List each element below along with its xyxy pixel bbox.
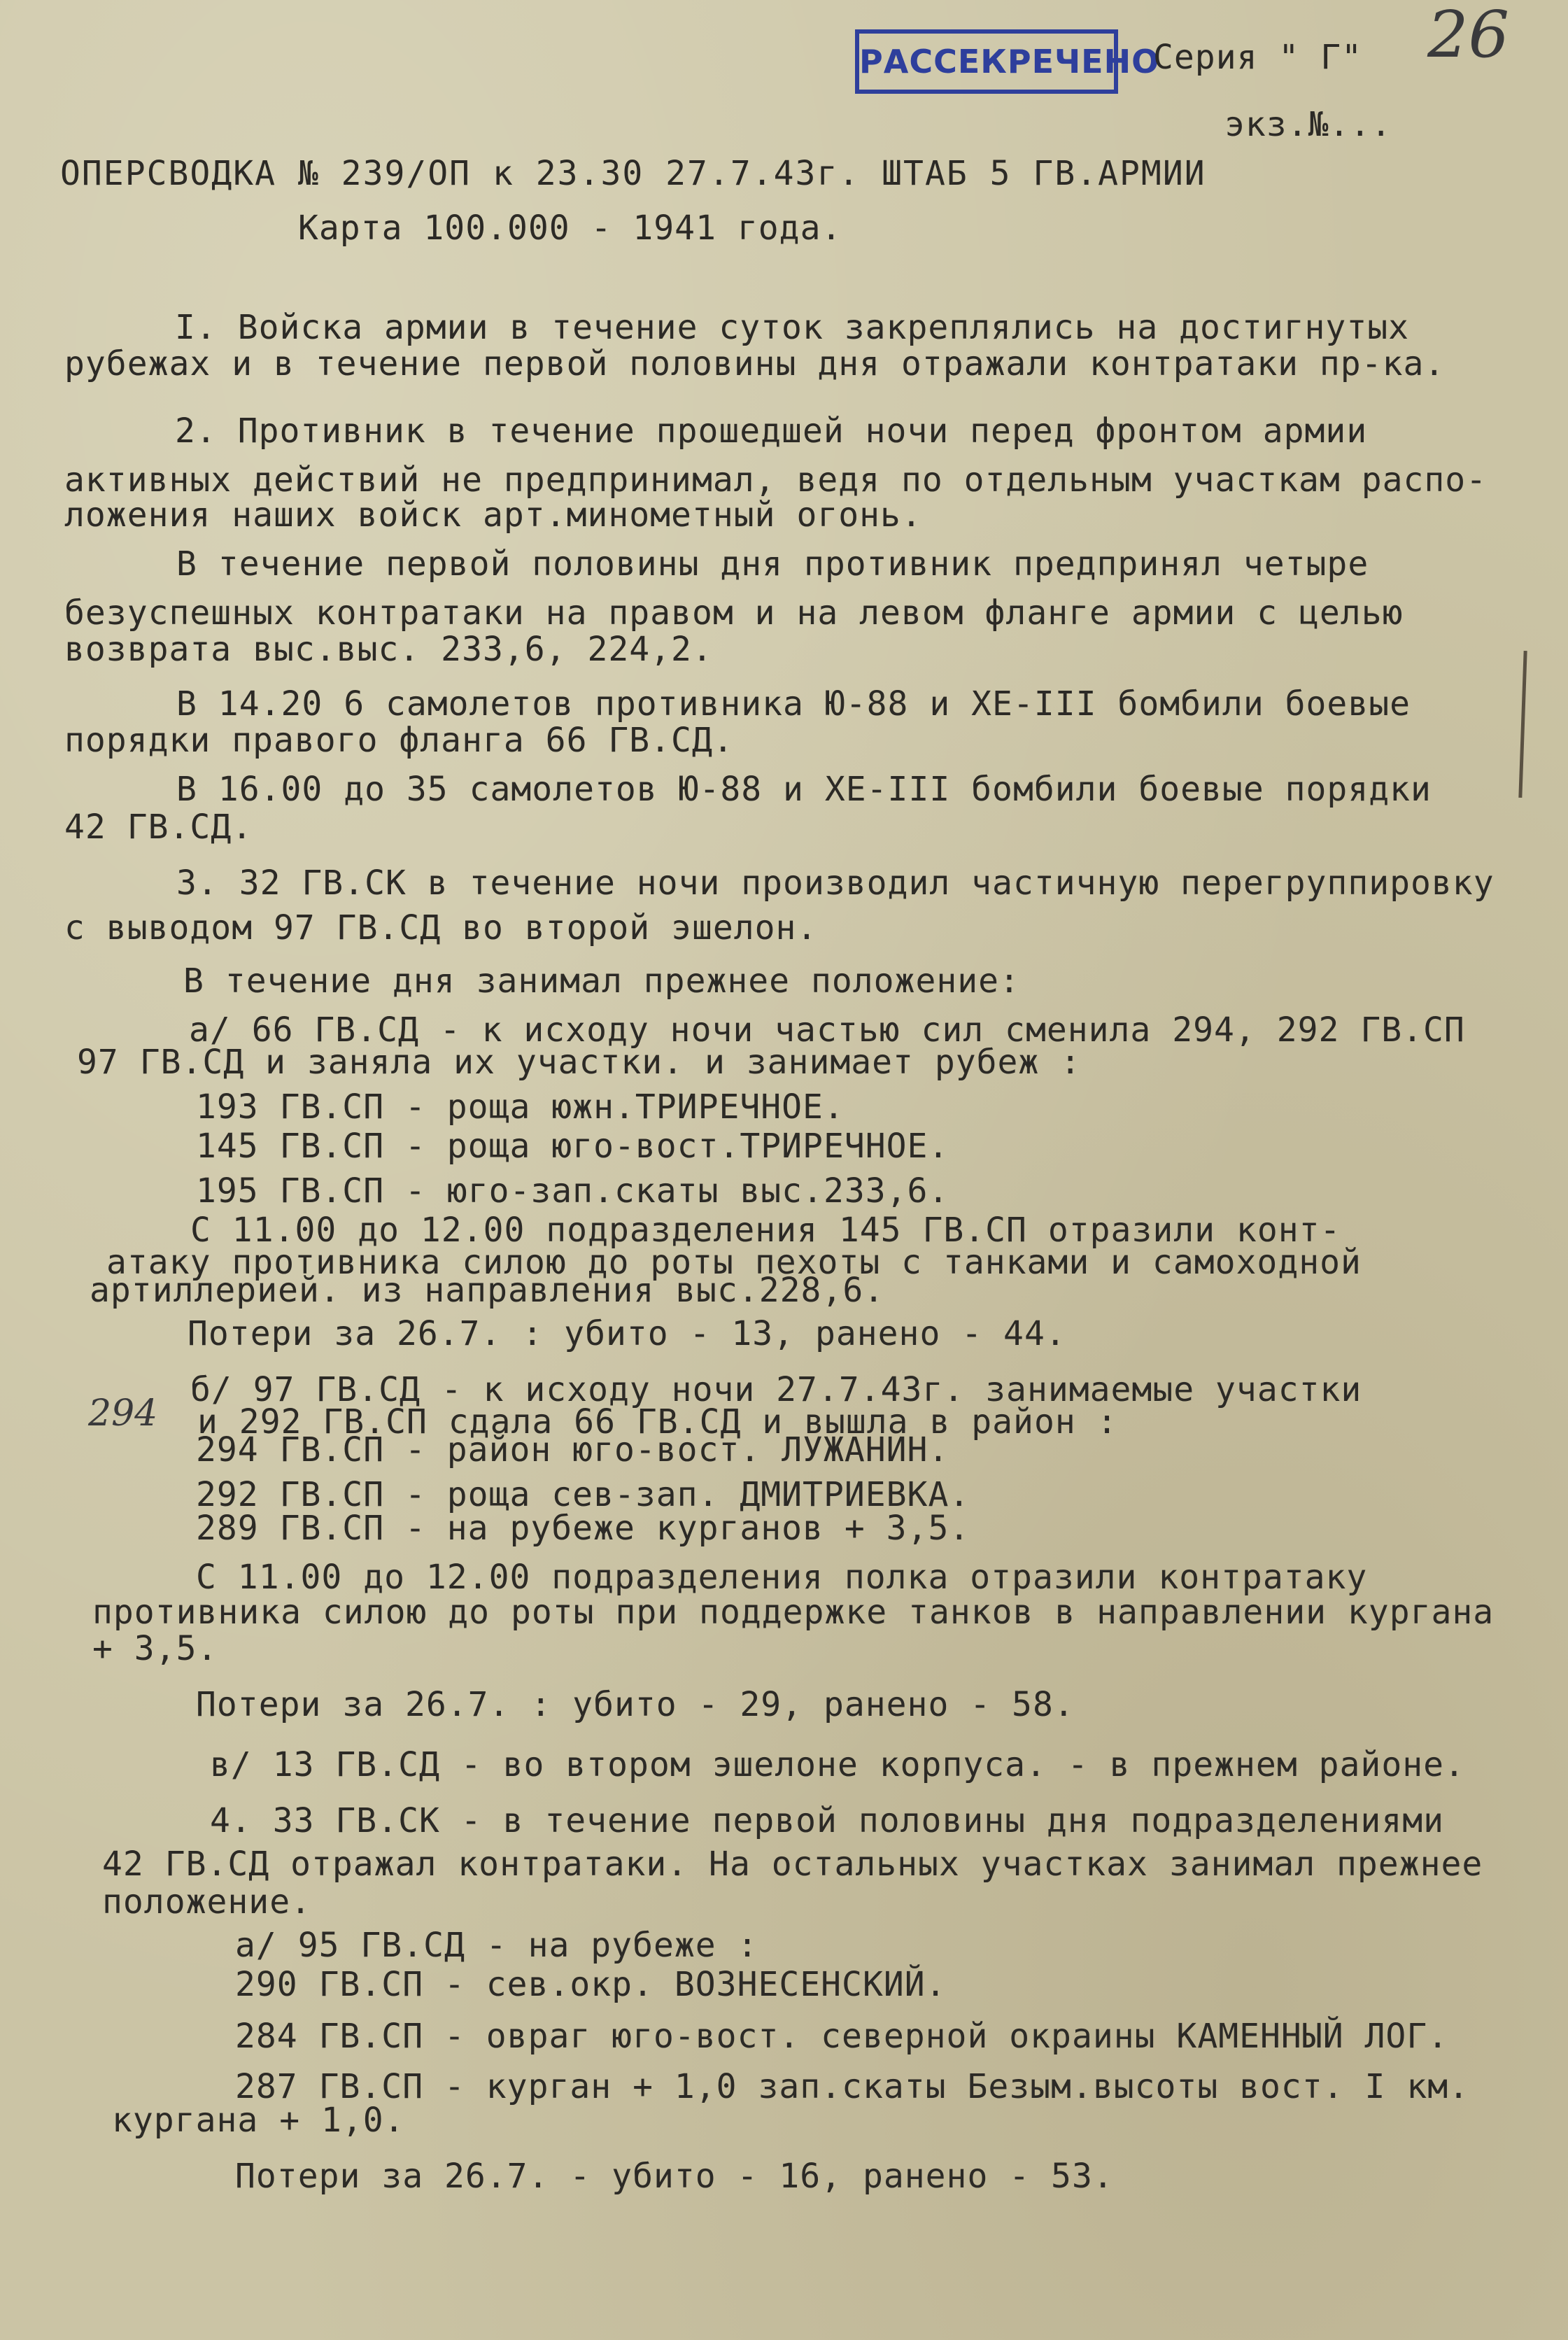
text-line: Потери за 26.7. : убито - 29, ранено - 58. xyxy=(196,1685,1075,1724)
text-line: 290 ГВ.СП - сев.окр. ВОЗНЕСЕНСКИЙ. xyxy=(235,1965,947,2004)
declassified-stamp: РАССЕКРЕЧЕНО xyxy=(855,29,1118,94)
map-reference: Карта 100.000 - 1941 года. xyxy=(298,209,842,248)
text-line: 284 ГВ.СП - овраг юго-вост. северной окраины КАМЕННЫЙ ЛОГ. xyxy=(235,2017,1449,2056)
text-line: 2. Противник в течение прошедшей ночи перед фронтом армии xyxy=(175,411,1368,451)
page-number: 26 xyxy=(1427,0,1510,72)
series-label: Серия " Г" xyxy=(1153,38,1362,77)
text-line: б/ 97 ГВ.СД - к исходу ночи 27.7.43г. занимаемые участки xyxy=(190,1370,1362,1409)
text-line: артиллерией. из направления выс.228,6. xyxy=(90,1271,885,1310)
text-line: I. Войска армии в течение суток закреплялись на достигнутых xyxy=(175,308,1410,347)
pencil-mark xyxy=(1518,651,1527,798)
text-line: а/ 95 ГВ.СД - на рубеже : xyxy=(235,1926,758,1965)
text-line: 97 ГВ.СД и заняла их участки. и занимает рубеж : xyxy=(77,1043,1082,1082)
text-line: 292 ГВ.СП - роща сев-зап. ДМИТРИЕВКА. xyxy=(196,1475,970,1514)
text-line: 145 ГВ.СП - роща юго-вост.ТРИРЕЧНОЕ. xyxy=(196,1127,949,1166)
text-line: безуспешных контратаки на правом и на левом фланге армии с целью xyxy=(64,593,1404,633)
text-line: возврата выс.выс. 233,6, 224,2. xyxy=(64,630,713,669)
text-line: 195 ГВ.СП - юго-зап.скаты выс.233,6. xyxy=(196,1171,949,1211)
text-line: 42 ГВ.СД. xyxy=(64,808,253,847)
text-line: и 292 ГВ.СП сдала 66 ГВ.СД и вышла в район : xyxy=(197,1402,1118,1442)
text-line: рубежах и в течение первой половины дня отражали контратаки пр-ка. xyxy=(64,344,1446,383)
text-line: 193 ГВ.СП - роща южн.ТРИРЕЧНОЕ. xyxy=(196,1087,845,1127)
text-line: с выводом 97 ГВ.СД во второй эшелон. xyxy=(64,908,818,947)
text-line: кургана + 1,0. xyxy=(112,2101,405,2140)
text-line: 294 ГВ.СП - район юго-вост. ЛУЖАНИН. xyxy=(196,1430,949,1469)
text-line: положение. xyxy=(102,1882,311,1922)
text-line: В течение дня занимал прежнее положение: xyxy=(183,961,1020,1001)
text-line: порядки правого фланга 66 ГВ.СД. xyxy=(64,721,734,760)
text-line: в/ 13 ГВ.СД - во втором эшелоне корпуса. - в прежнем районе. xyxy=(210,1745,1465,1784)
text-line: 42 ГВ.СД отражал контратаки. На остальных участках занимал прежнее xyxy=(102,1845,1483,1884)
text-line: 3. 32 ГВ.СК в течение ночи производил частичную перегруппировку xyxy=(176,864,1495,903)
text-line: активных действий не предпринимал, ведя по отдельным участкам распо- xyxy=(64,460,1488,500)
margin-note: 294 xyxy=(88,1393,158,1435)
text-line: С 11.00 до 12.00 подразделения 145 ГВ.СП отразили конт- xyxy=(190,1211,1341,1250)
text-line: В 16.00 до 35 самолетов Ю-88 и ХЕ-III бомбили боевые порядки xyxy=(176,770,1432,809)
text-line: противника силою до роты при поддержке танков в направлении кургана xyxy=(92,1593,1495,1632)
text-line: атаку противника силою до роты пехоты с танками и самоходной xyxy=(106,1243,1362,1282)
text-line: Потери за 26.7. : убито - 13, ранено - 44. xyxy=(188,1314,1066,1353)
text-line: 289 ГВ.СП - на рубеже курганов + 3,5. xyxy=(196,1509,970,1548)
text-line: С 11.00 до 12.00 подразделения полка отразили контратаку xyxy=(196,1558,1368,1597)
text-line: а/ 66 ГВ.СД - к исходу ночи частью сил сменила 294, 292 ГВ.СП xyxy=(189,1010,1465,1050)
text-line: 4. 33 ГВ.СК - в течение первой половины дня подразделениями xyxy=(210,1801,1445,1840)
text-line: 287 ГВ.СП - курган + 1,0 зап.скаты Безым.высоты вост. I км. xyxy=(235,2067,1470,2106)
text-line: ложения наших войск арт.минометный огонь. xyxy=(64,495,922,535)
text-line: Потери за 26.7. - убито - 16, ранено - 53. xyxy=(235,2157,1114,2196)
text-line: + 3,5. xyxy=(92,1629,218,1668)
text-line: В течение первой половины дня противник предпринял четыре xyxy=(176,544,1369,584)
copy-number: экз.№... xyxy=(1224,105,1392,144)
text-line: В 14.20 6 самолетов противника Ю-88 и ХЕ-III бомбили боевые xyxy=(176,684,1411,724)
doc-title: ОПЕРСВОДКА № 239/ОП к 23.30 27.7.43г. ШТАБ 5 ГВ.АРМИИ xyxy=(60,154,1206,193)
